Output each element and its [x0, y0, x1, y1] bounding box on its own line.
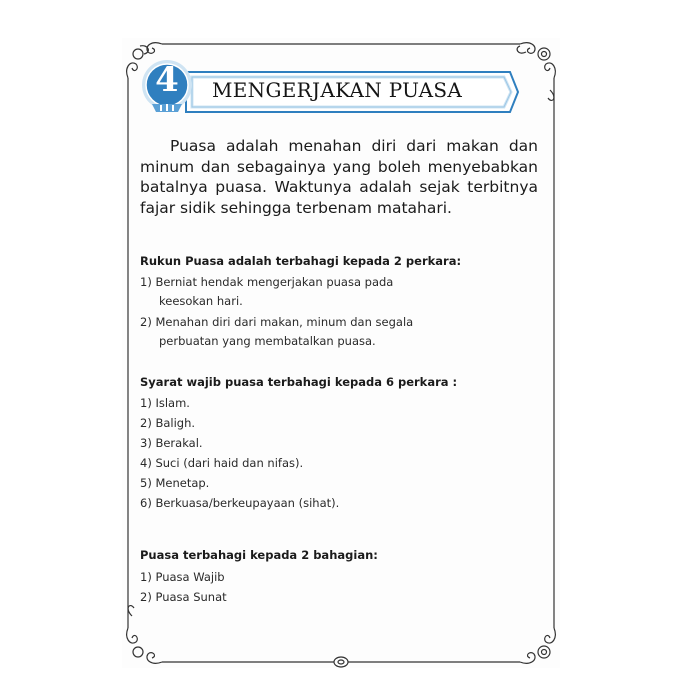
syarat-item: 4) Suci (dari haid dan nifas).: [140, 456, 304, 470]
syarat-item: 3) Berakal.: [140, 436, 203, 450]
syarat-heading: Syarat wajib puasa terbahagi kepada 6 perkara :: [140, 375, 458, 389]
syarat-item: 1) Islam.: [140, 396, 190, 410]
bahagian-item: 2) Puasa Sunat: [140, 590, 227, 604]
rukun-item-2: 2) Menahan diri dari makan, minum dan segala: [140, 315, 414, 329]
rukun-item-1-cont: keesokan hari.: [159, 294, 243, 308]
chapter-title: MENGERJAKAN PUASA: [212, 78, 463, 102]
chapter-number-badge: [138, 58, 196, 116]
intro-paragraph: Puasa adalah menahan diri dari makan dan minum dan sebagainya yang boleh menyebabkan batalnya puasa. Waktunya adalah sejak terbitnya fajar sidik sehingga terbenam matahari.: [140, 137, 538, 217]
book-page: [122, 38, 560, 668]
bahagian-heading: Puasa terbahagi kepada 2 bahagian:: [140, 548, 378, 562]
title-banner: [182, 68, 522, 116]
rukun-item-1: 1) Berniat hendak mengerjakan puasa pada: [140, 275, 394, 289]
chapter-number: 4: [155, 60, 179, 100]
syarat-item: 5) Menetap.: [140, 476, 210, 490]
bahagian-item: 1) Puasa Wajib: [140, 570, 225, 584]
rukun-item-2-cont: perbuatan yang membatalkan puasa.: [159, 334, 376, 348]
rukun-heading: Rukun Puasa adalah terbahagi kepada 2 perkara:: [140, 254, 462, 268]
syarat-item: 2) Baligh.: [140, 416, 196, 430]
syarat-item: 6) Berkuasa/berkeupayaan (sihat).: [140, 496, 340, 510]
